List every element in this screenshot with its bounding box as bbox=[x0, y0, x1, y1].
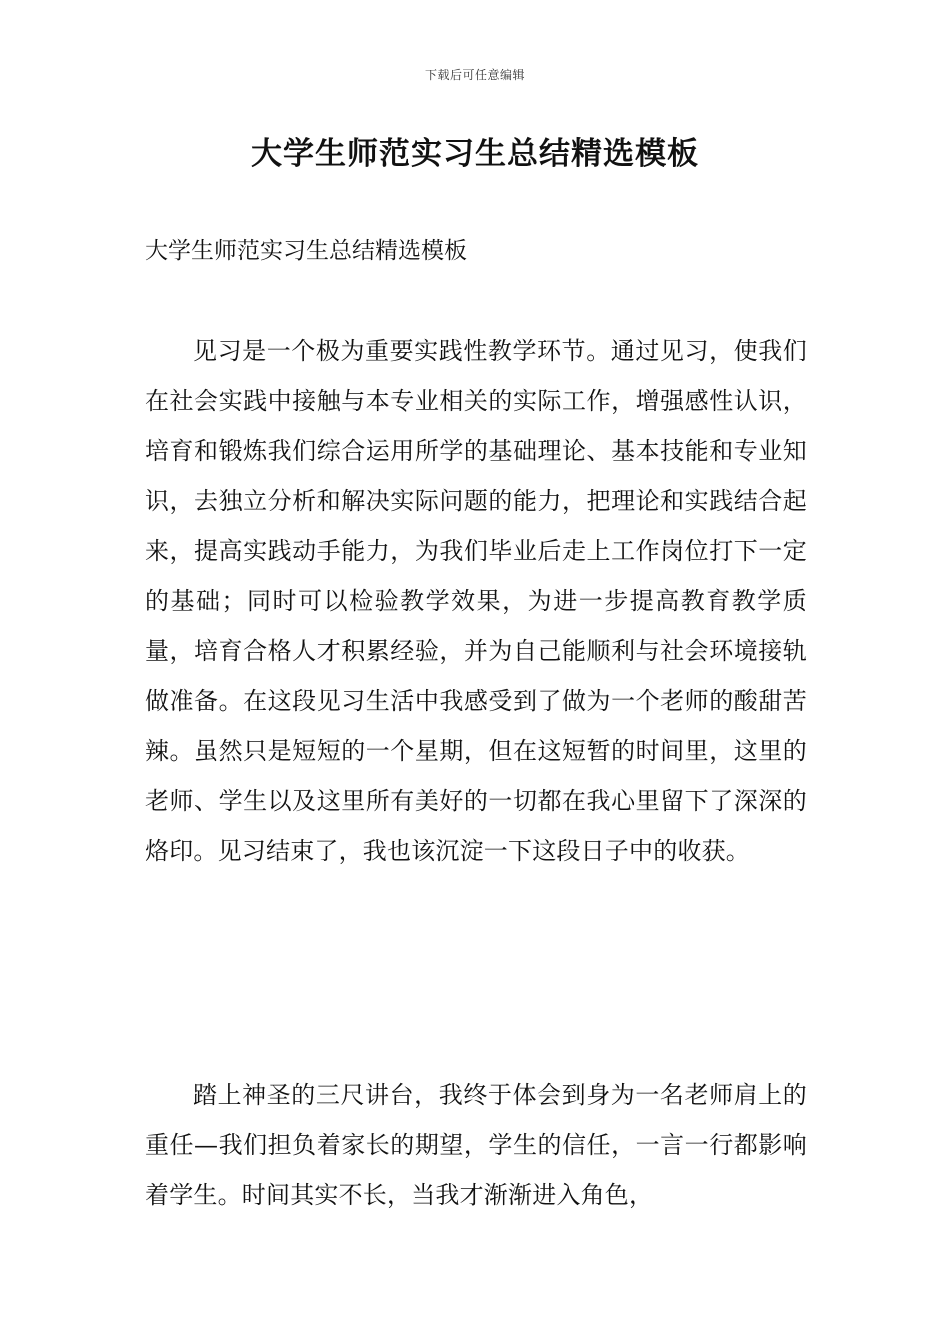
document-title: 大学生师范实习生总结精选模板 bbox=[251, 136, 699, 172]
header-note: 下载后可任意编辑 bbox=[424, 68, 525, 82]
body-paragraph-1: 见习是一个极为重要实践性教学环节。通过见习，使我们在社会实践中接触与本专业相关的实际工作，增强感性认识，培育和锻炼我们综合运用所学的基础理论、基本技能和专业知识，去独立分析和解决实际问题的能力，把理论和实践结合起来，提高实践动手能力，为我们毕业后走上工作岗位打下一定的基础；同时可以检验教学效果，为进一步提高教育教学质量，培育合格人才积累经验，并为自己能顺利与社会环境接轨做准备。在这段见习生活中我感受到了做为一个老师的酸甜苦辣。虽然只是短短的一个星期，但在这短暂的时间里，这里的老师、学生以及这里所有美好的一切都在我心里留下了深深的烙印。见习结束了，我也该沉淀一下这段日子中的收获。 bbox=[145, 337, 807, 865]
document-subtitle: 大学生师范实习生总结精选模板 bbox=[145, 238, 467, 264]
body-paragraph-2: 踏上神圣的三尺讲台，我终于体会到身为一名老师肩上的重任—我们担负着家长的期望，学生的信任，一言一行都影响着学生。时间其实不长，当我才渐渐进入角色， bbox=[145, 1081, 807, 1209]
